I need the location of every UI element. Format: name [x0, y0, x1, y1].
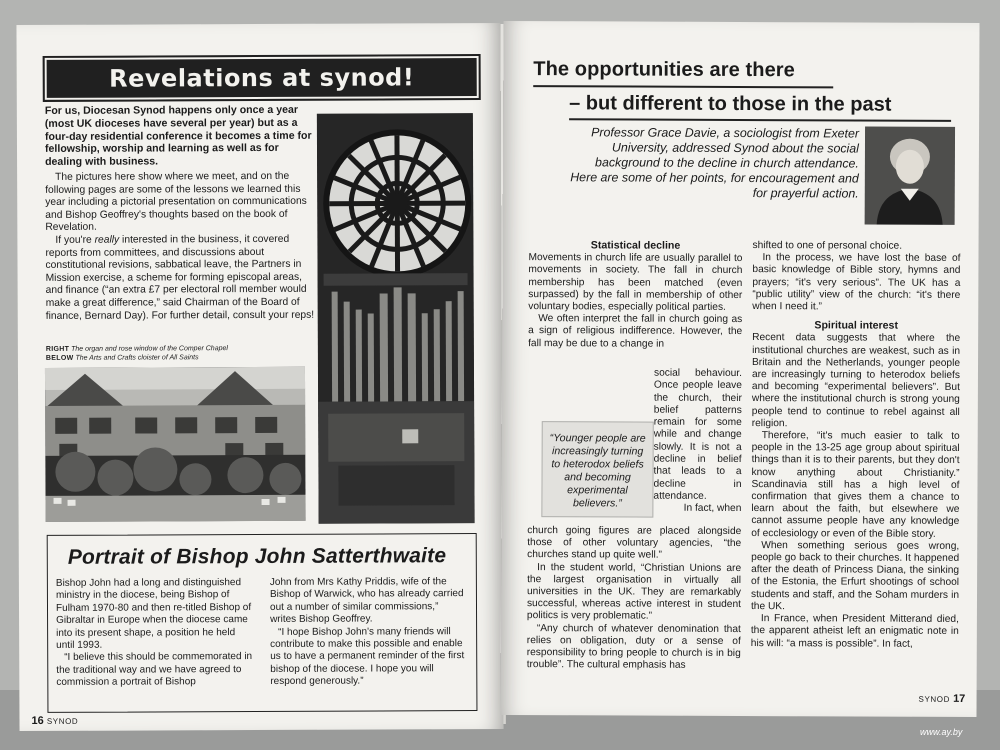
article-column-1-lower — [527, 525, 742, 672]
headline-line-1: The opportunities are there — [533, 58, 795, 82]
portrait-column-1 — [56, 577, 252, 690]
portrait-title: Portrait of Bishop John Satterthwaite — [67, 544, 447, 569]
lede-paragraph: For us, Diocesan Synod happens only once a year (most UK dioceses have several per year) but as a four-day residential conference it becomes a time for fellowship, worship and learning as well as for dealing with business. — [44, 103, 312, 169]
left-page — [16, 23, 503, 731]
standfirst: Professor Grace Davie, a sociologist from Exeter University, addressed Synod about the social background to the decline in church attendance. Here are some of her points, for encouragement and for prayerful action. — [570, 125, 860, 201]
left-page-folio — [31, 715, 78, 727]
headline-rule-1 — [533, 85, 833, 88]
grace-davie-photo — [865, 127, 955, 225]
organ-rose-window-image — [317, 113, 475, 524]
portrait-appeal-box — [47, 533, 478, 713]
col2-para4: When something serious goes wrong, people go back to their churches. It happened after the death of Princess Diana, the sinking of the Estonia, the Erfurt shootings of school students and staff, and the Soham murders in the UK. — [750, 539, 960, 613]
col1-para5: “Any church of whatever denomination that relies on obligation, duty or a sense of responsibility to bring people to church is in big trouble”. The cultural emphasis has — [526, 622, 741, 671]
article-column-2 — [751, 240, 961, 651]
col2-para5: In France, when President Mitterand died, the apparent atheist left an enigmatic note in his will: “a mass is possible”. In fact, — [750, 613, 959, 650]
caption-below-lead: BELOW — [45, 354, 74, 362]
organ-rose-window-photo — [317, 113, 475, 524]
intro-paragraph-2 — [45, 234, 315, 323]
portrait-col1-para1: Bishop John had a long and distinguished ministry in the diocese, being Bishop of Fulham 1970-80 and then re-titled Bishop of Gibraltar in Europe when the diocese came into its present shape, a position he held until 1993. — [55, 577, 252, 651]
para2-start: If you're — [55, 234, 95, 246]
caption-below-text: The Arts and Crafts cloister of All Saints — [75, 354, 199, 362]
right-page-number: 17 — [953, 692, 966, 705]
col2-para1: In the process, we have lost the base of basic knowledge of Bible story, hymns and prayers; “it's very serious”. The UK has a “public utility” view of the church: “it's there when I need it.” — [752, 252, 961, 313]
portrait-col2-para2: “I hope Bishop John's many friends will contribute to make this possible and enable us to have a permanent reminder of the first bishop of the diocese. I hope you will respond generously.” — [270, 625, 465, 688]
para2-rest: interested in the business, it covered reports from committees, and discussions about constitutional revisions, sabbatical leave, the Partners in Mission exercise, a scheme for forming episcopal areas, and finance (“an extra £7 per electoral roll member would make a great difference,” said Chairman of the Board of finance, Bernard Day). For further detail, consult your reps! — [45, 233, 315, 322]
page-banner-title: Revelations at synod! — [45, 56, 479, 100]
portrait-col2-para1: John from Mrs Kathy Priddis, wife of the Bishop of Warwick, who has already carried out a number of similar commissions,” writes Bishop Geoffrey. — [269, 576, 464, 626]
col1-narrow-text-2: In fact, when — [683, 503, 742, 515]
cloister-photo — [45, 367, 306, 522]
col2-para3: Therefore, “it's much easier to talk to people in the 13-25 age group about spiritual things than it is to their parents, but they don't know anything about Christianity.” Scandinavia still has a high level of confirmation that gives them a chance to learn about the faith, but elsewhere we cannot assume people have any knowledge of ecclesiology or even of the Bible story. — [751, 430, 960, 540]
subhead-spiritual-interest: Spiritual interest — [814, 319, 899, 332]
article-column-1 — [528, 239, 742, 351]
right-page-folio — [919, 693, 966, 705]
intro-column — [45, 104, 316, 323]
left-page-number: 16 — [31, 714, 44, 728]
col1-narrow-text: social behaviour. Once people leave the church, their belief patterns remain for some while and change slowly. It is not a decline in belief that leads to a decline in attendance. — [653, 367, 743, 502]
portrait-col1-para2: “I believe this should be commemorated in the traditional way and we have agreed to commission a portrait of Bishop — [56, 651, 253, 689]
para2-emphasis: really — [94, 234, 120, 246]
photo-captions — [46, 344, 316, 363]
grace-davie-portrait — [865, 127, 955, 225]
col2-para2: Recent data suggests that where the institutional churches are weakest, such as in Britain and the Netherlands, younger people are increasingly turning to heterodox beliefs and becoming “experimental believers”. But where the institutional church is strong young people tend to continue to rebel against all religion. — [751, 332, 961, 430]
headline-line-2: – but different to those in the past — [569, 92, 892, 116]
subhead-statistical-decline: Statistical decline — [590, 239, 681, 252]
col1-para4: In the student world, “Christian Unions are the largest organisation in virtually all universities in the UK. They are remarkably successful, whereas active interest in student politics is very problematic.” — [526, 561, 742, 623]
portrait-column-2 — [270, 576, 466, 689]
headline-rule-2 — [569, 118, 951, 122]
caption-below — [46, 353, 316, 363]
article-column-1-narrow — [653, 368, 742, 516]
caption-right-lead: RIGHT — [45, 345, 70, 353]
col1-para3: church going figures are placed alongside those of other voluntary agencies, “the churches stand up quite well.” — [527, 525, 742, 562]
cloister-image — [45, 367, 306, 522]
col1-para1: Movements in church life are usually parallel to movements in society. The fall in church membership has been matched (even surpassed) by the fall in membership of other voluntary bodies, especially political parties. — [528, 252, 743, 313]
caption-right-text: The organ and rose window of the Comper Chapel — [71, 345, 228, 353]
site-watermark: www.ay.by — [920, 727, 963, 737]
col2-para0: shifted to one of personal choice. — [752, 240, 903, 252]
intro-paragraph-1: The pictures here show where we meet, and on the following pages are some of the lessons we learned this year including a pictorial presentation on communications and Bishop Geoffrey's thoughts based on the book of Revelation. — [45, 170, 307, 234]
pull-quote: “Younger people are increasingly turning to heterodox beliefs and becoming experimental believers.” — [541, 421, 653, 517]
right-page — [500, 21, 979, 717]
col1-para2: We often interpret the fall in church going as a sign of religious indifference. However, the fall may be due to a change in — [528, 313, 743, 350]
right-folio-label: SYNOD — [918, 694, 951, 704]
left-folio-label: SYNOD — [46, 716, 79, 726]
